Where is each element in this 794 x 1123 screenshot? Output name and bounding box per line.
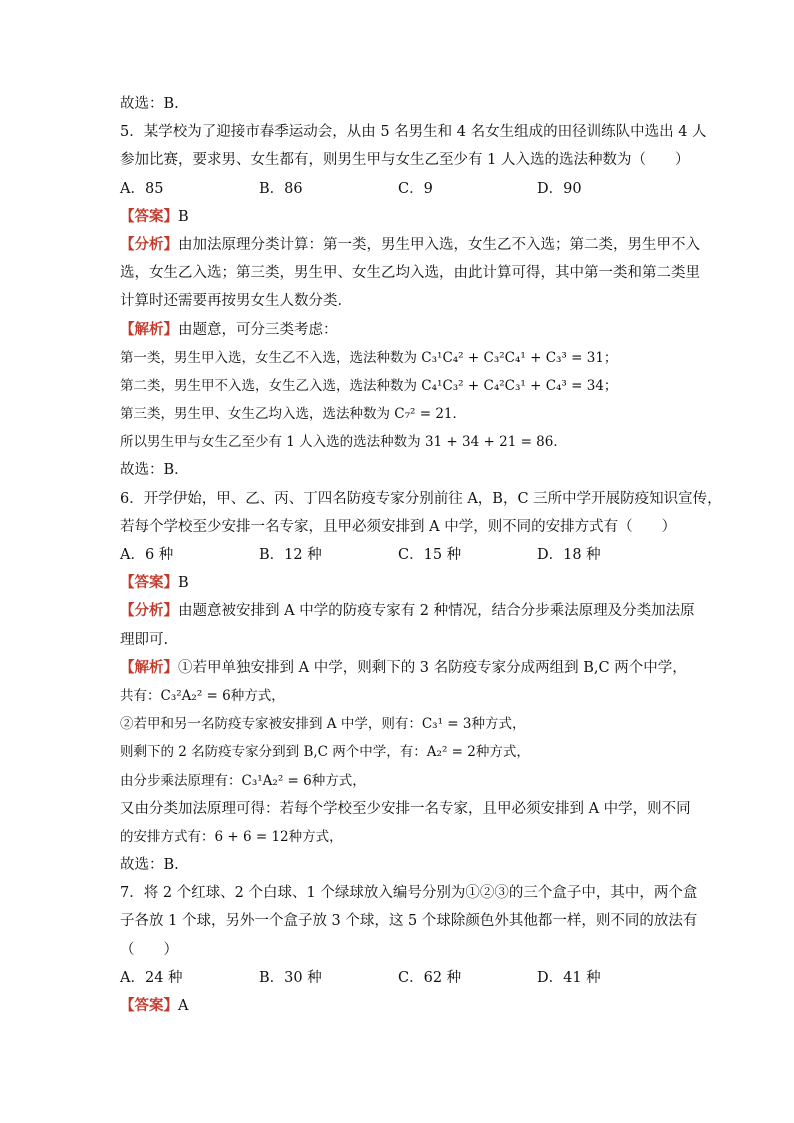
analysis-tag: 【分析】 <box>120 235 178 253</box>
solution-text: 由题意，可分三类考虑： <box>178 321 338 338</box>
formula-line: 由分步乘法原理有：C₃¹A₂² = 6种方式， <box>120 772 366 789</box>
option-d: D．41 种 <box>537 969 601 986</box>
formula-line: 则剩下的 2 名防疫专家分到到 B,C 两个中学，有：A₂² = 2种方式， <box>120 744 530 761</box>
formula-line: 共有：C₃²A₂² = 6种方式， <box>120 687 285 704</box>
formula-line: 第一类，男生甲入选，女生乙不入选，选法种数为 C₃¹C₄² + C₃²C₄¹ + C₃³ = 31； <box>120 349 618 366</box>
question-5-stem-cont: 参加比赛，要求男、女生都有，则男生甲与女生乙至少有 1 人入选的选法种数为（ ） <box>120 152 690 169</box>
formula-line: 第三类，男生甲、女生乙均入选，选法种数为 C₇² = 21． <box>120 406 467 423</box>
formula-line: 第二类，男生甲不入选，女生乙入选，选法种数为 C₄¹C₃² + C₄²C₃¹ + C₄³ = 34； <box>120 377 618 394</box>
analysis-text: 由加法原理分类计算：第一类，男生甲入选，女生乙不入选；第二类，男生甲不入 <box>178 236 700 253</box>
analysis-tag: 【分析】 <box>120 602 178 620</box>
document-page <box>120 90 722 1020</box>
answer-line <box>120 569 680 597</box>
answer-tag: 【答案】 <box>120 574 178 592</box>
answer-value: B <box>178 575 189 592</box>
text-line: 故选：B． <box>120 462 189 479</box>
question-6-options <box>120 541 680 569</box>
text-line: 计算时还需要再按男女生人数分类． <box>120 293 352 310</box>
answer-tag: 【答案】 <box>120 997 178 1014</box>
option-a: A．6 种 <box>120 547 174 563</box>
solution-tag: 【解析】 <box>120 320 178 338</box>
solution-line <box>120 654 687 682</box>
text-line: 理即可. <box>120 631 169 648</box>
option-c: C．62 种 <box>398 969 462 986</box>
formula-line: 的安排方式有：6 + 6 = 12种方式， <box>120 828 343 845</box>
text-line: 故选：B. <box>120 857 179 874</box>
question-7-paren: （ ） <box>120 941 178 958</box>
analysis-line <box>120 231 700 259</box>
solution-text: ①若甲单独安排到 A 中学，则剩下的 3 名防疫专家分成两组到 B,C 两个中学， <box>178 659 687 676</box>
text-line: 选，女生乙入选；第三类，男生甲、女生乙均入选，由此计算可得，其中第一类和第二类里 <box>120 265 700 282</box>
answer-value: A <box>178 998 189 1014</box>
question-6-stem-cont: 若每个学校至少安排一名专家，且甲必须安排到 A 中学，则不同的安排方式有（ ） <box>120 518 677 535</box>
solution-line <box>120 316 680 344</box>
option-b: B．86 <box>259 180 303 197</box>
question-5-options <box>120 175 680 203</box>
solution-tag: 【解析】 <box>120 658 178 676</box>
question-5-stem: 5．某学校为了迎接市春季运动会，从由 5 名男生和 4 名女生组成的田径训练队中选出 4 人 <box>120 124 707 141</box>
option-b: B．12 种 <box>259 547 322 563</box>
option-c: C．9 <box>398 180 433 197</box>
option-c: C．15 种 <box>398 547 462 563</box>
formula-line: ②若甲和另一名防疫专家被安排到 A 中学，则有：C₃¹ = 3种方式， <box>120 716 526 733</box>
option-a: A．24 种 <box>120 969 183 986</box>
answer-value: B <box>178 208 189 225</box>
answer-tag: 【答案】 <box>120 207 178 225</box>
question-6-stem: 6．开学伊始，甲、乙、丙、丁四名防疫专家分别前往 A，B，C 三所中学开展防疫知识宣传， <box>120 490 722 507</box>
answer-line <box>120 992 680 1020</box>
question-7-stem-cont: 子各放 1 个球，另外一个盒子放 3 个球，这 5 个球除颜色外其他都一样，则不同的放法有 <box>120 913 698 930</box>
option-d: D．90 <box>537 180 582 197</box>
text-line: 又由分类加法原理可得：若每个学校至少安排一名专家，且甲必须安排到 A 中学，则不同 <box>120 800 691 817</box>
answer-line <box>120 203 680 231</box>
question-7-options <box>120 964 680 992</box>
option-d: D．18 种 <box>537 547 601 563</box>
question-7-stem: 7．将 2 个红球、2 个白球、1 个绿球放入编号分别为①②③的三个盒子中，其中，两个盒 <box>120 885 698 902</box>
analysis-line <box>120 597 695 625</box>
analysis-text: 由题意被安排到 A 中学的防疫专家有 2 种情况，结合分步乘法原理及分类加法原 <box>178 603 695 620</box>
text-line: 故选：B. <box>120 96 179 112</box>
formula-line: 所以男生甲与女生乙至少有 1 人入选的选法种数为 31 + 34 + 21 = 86． <box>120 434 567 451</box>
option-a: A．85 <box>120 180 164 197</box>
option-b: B．30 种 <box>259 969 322 986</box>
